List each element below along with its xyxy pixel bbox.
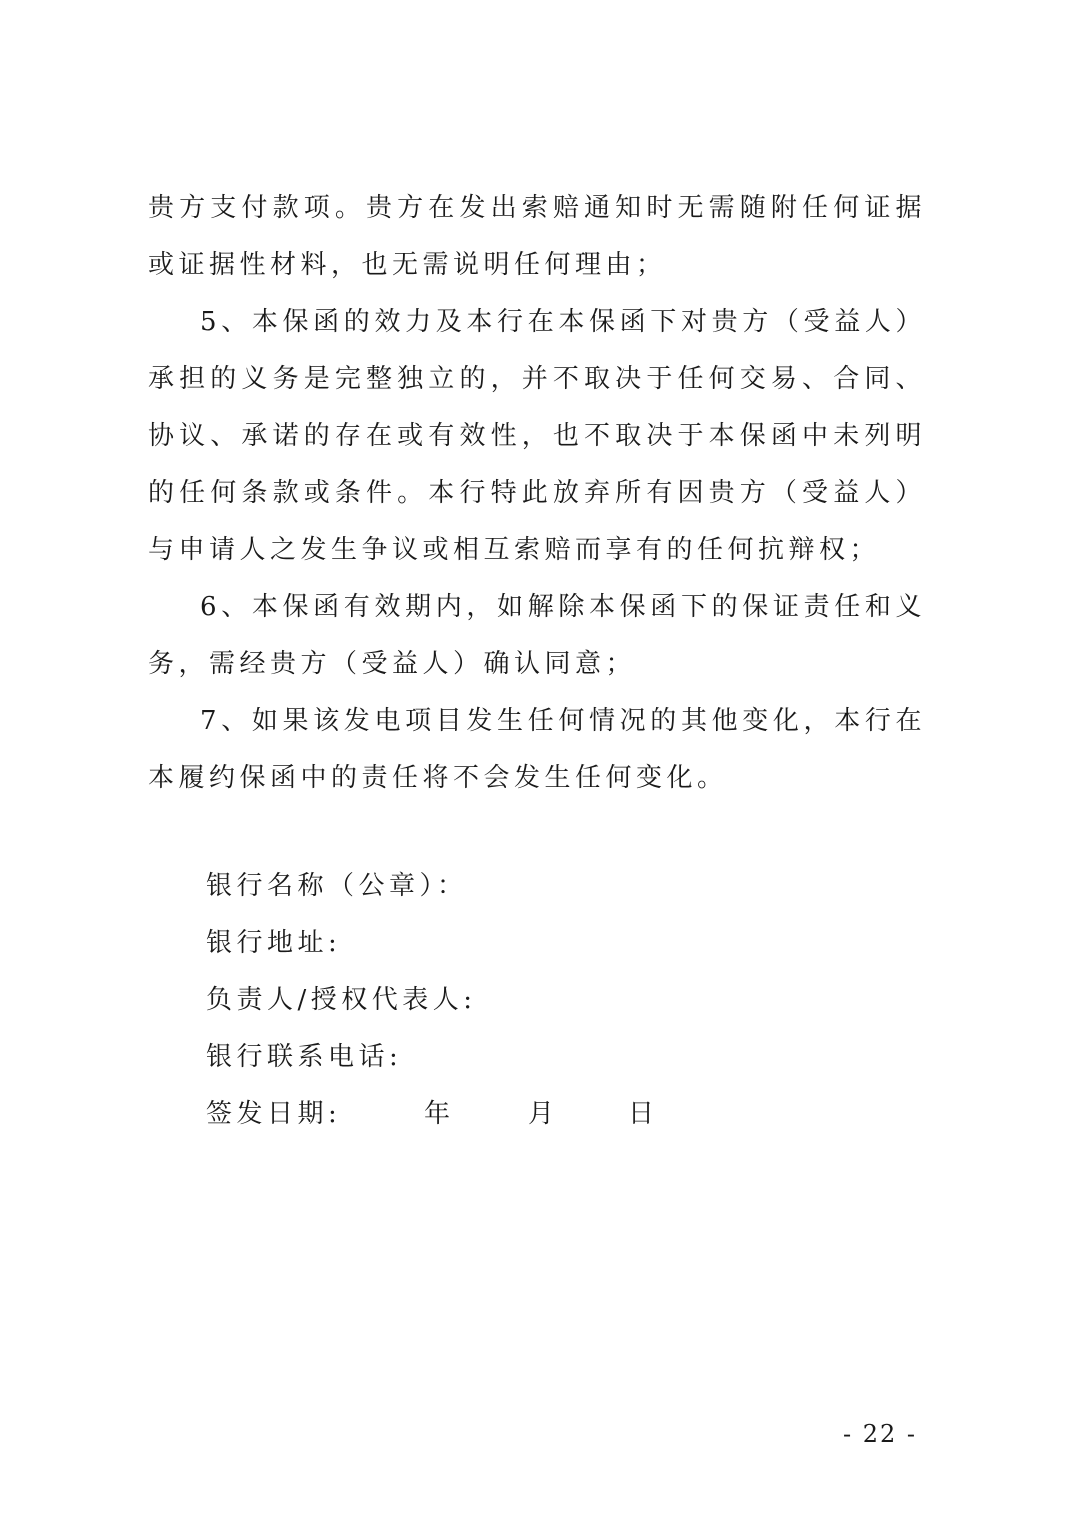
bank-address-label: 银行地址:: [206, 928, 342, 958]
clause-continuation: 贵方支付款项。贵方在发出索赔通知时无需随附任何证据或证据性材料，也无需说明任何理由；: [148, 193, 926, 280]
page-number: - 22 -: [842, 1420, 917, 1448]
issue-date-row: [206, 1086, 906, 1143]
clause-5: 5、本保函的效力及本行在本保函下对贵方（受益人）承担的义务是完整独立的，并不取决于任何交易、合同、协议、承诺的存在或有效性，也不取决于本保函中未列明的任何条款或条件。本行特此放弃所有因贵方（受益人）与申请人之发生争议或相互索赔而享有的任何抗辩权；: [148, 307, 926, 565]
representative-label: 负责人/授权代表人:: [206, 985, 477, 1015]
guarantee-clauses: [148, 180, 926, 807]
clause-7: 7、如果该发电项目发生任何情况的其他变化，本行在本履约保函中的责任将不会发生任何变化。: [148, 706, 926, 793]
bank-name-label: 银行名称（公章）：: [206, 871, 468, 901]
signature-block: [206, 858, 906, 1143]
year-label: 年: [424, 1099, 455, 1129]
issue-date-label: 签发日期:: [206, 1099, 342, 1129]
clause-6: 6、本保函有效期内，如解除本保函下的保证责任和义务，需经贵方（受益人）确认同意；: [148, 592, 926, 679]
month-label: 月: [528, 1099, 559, 1129]
bank-phone-label: 银行联系电话:: [206, 1042, 403, 1072]
day-label: 日: [628, 1099, 659, 1129]
